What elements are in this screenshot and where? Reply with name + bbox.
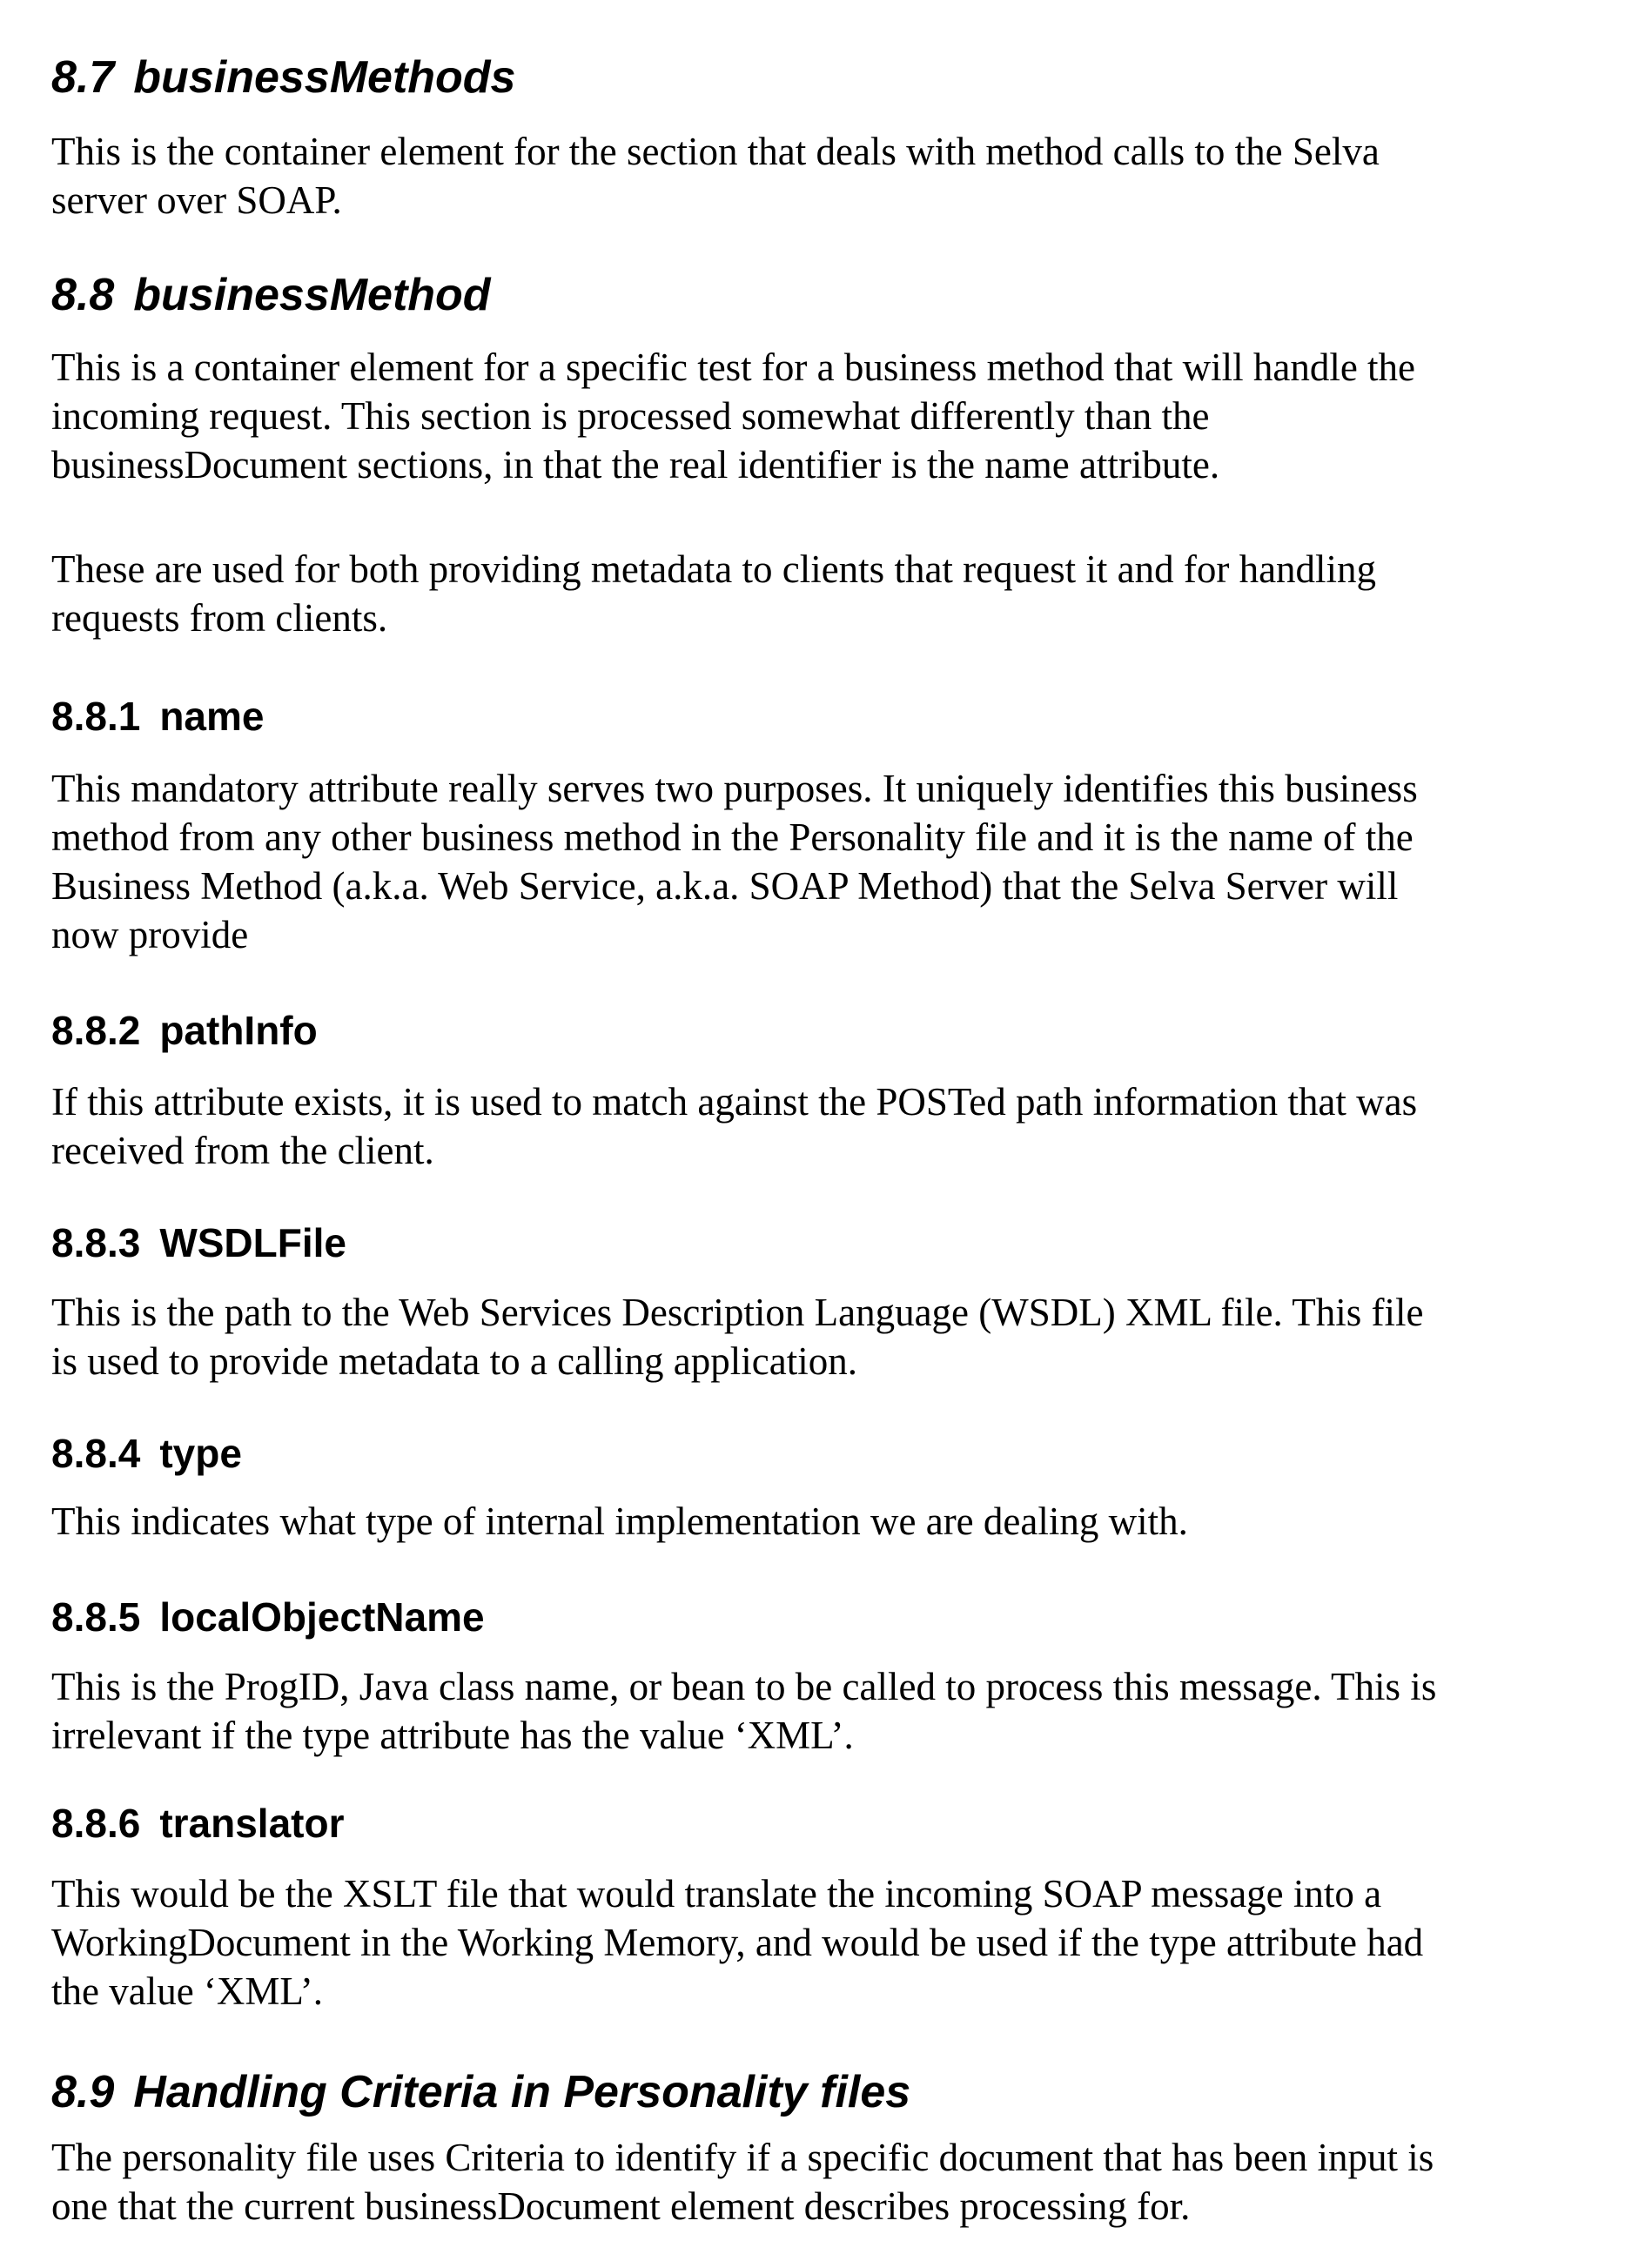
paragraph: [51, 1662, 1436, 1760]
text-line: is used to provide metadata to a calling application.: [51, 1337, 1423, 1385]
section-heading-8-7: [51, 51, 515, 104]
paragraph: [51, 1497, 1188, 1546]
text-line: This is the path to the Web Services Description Language (WSDL) XML file. This file: [51, 1288, 1423, 1337]
text-line: incoming request. This section is processed somewhat differently than the: [51, 392, 1415, 440]
paragraph: [51, 545, 1376, 642]
text-line: server over SOAP.: [51, 176, 1380, 225]
text-line: businessDocument sections, in that the real identifier is the name attribute.: [51, 440, 1415, 489]
section-title: Handling Criteria in Personality files: [133, 2067, 910, 2117]
section-number: 8.8.6: [51, 1800, 140, 1847]
section-number: 8.8.5: [51, 1593, 140, 1640]
paragraph: [51, 1869, 1423, 2016]
section-heading-8-8-1: [51, 693, 264, 740]
section-heading-8-8: [51, 269, 491, 321]
text-line: This mandatory attribute really serves two purposes. It uniquely identifies this business: [51, 764, 1418, 813]
section-title: businessMethod: [133, 270, 490, 320]
text-line: This would be the XSLT file that would translate the incoming SOAP message into a: [51, 1869, 1423, 1918]
section-title: pathInfo: [159, 1008, 317, 1053]
text-line: This is the ProgID, Java class name, or bean to be called to process this message. This is: [51, 1662, 1436, 1711]
text-line: requests from clients.: [51, 594, 1376, 642]
text-line: This is the container element for the section that deals with method calls to the Selva: [51, 127, 1380, 176]
section-title: name: [159, 694, 264, 739]
section-title: WSDLFile: [159, 1220, 346, 1265]
section-number: 8.9: [51, 2066, 114, 2118]
text-line: These are used for both providing metadata to clients that request it and for handling: [51, 545, 1376, 594]
paragraph: [51, 2133, 1434, 2231]
paragraph: [51, 343, 1415, 489]
text-line: irrelevant if the type attribute has the value ‘XML’.: [51, 1711, 1436, 1760]
text-line: This is a container element for a specific test for a business method that will handle the: [51, 343, 1415, 392]
section-number: 8.8.4: [51, 1430, 140, 1477]
section-heading-8-8-3: [51, 1219, 346, 1266]
text-line: If this attribute exists, it is used to match against the POSTed path information that was: [51, 1077, 1417, 1126]
section-title: translator: [159, 1801, 344, 1846]
text-line: The personality file uses Criteria to identify if a specific document that has been input is: [51, 2133, 1434, 2182]
section-heading-8-8-2: [51, 1007, 318, 1054]
section-title: localObjectName: [159, 1594, 484, 1640]
paragraph: [51, 1288, 1423, 1385]
text-line: now provide: [51, 910, 1418, 959]
section-heading-8-9: [51, 2066, 910, 2118]
section-heading-8-8-6: [51, 1800, 344, 1847]
section-number: 8.7: [51, 51, 114, 104]
section-number: 8.8.1: [51, 693, 140, 740]
section-number: 8.8: [51, 269, 114, 321]
text-line: method from any other business method in the Personality file and it is the name of the: [51, 813, 1418, 862]
section-heading-8-8-5: [51, 1593, 485, 1640]
section-number: 8.8.2: [51, 1007, 140, 1054]
section-title: type: [159, 1431, 242, 1476]
text-line: the value ‘XML’.: [51, 1967, 1423, 2016]
section-number: 8.8.3: [51, 1219, 140, 1266]
text-line: Business Method (a.k.a. Web Service, a.k.a. SOAP Method) that the Selva Server will: [51, 862, 1418, 910]
paragraph: [51, 1077, 1417, 1175]
section-title: businessMethods: [133, 52, 515, 103]
paragraph: [51, 764, 1418, 959]
text-line: This indicates what type of internal implementation we are dealing with.: [51, 1497, 1188, 1546]
text-line: WorkingDocument in the Working Memory, and would be used if the type attribute had: [51, 1918, 1423, 1967]
section-heading-8-8-4: [51, 1430, 242, 1477]
paragraph: [51, 127, 1380, 225]
text-line: one that the current businessDocument element describes processing for.: [51, 2182, 1434, 2231]
text-line: received from the client.: [51, 1126, 1417, 1175]
